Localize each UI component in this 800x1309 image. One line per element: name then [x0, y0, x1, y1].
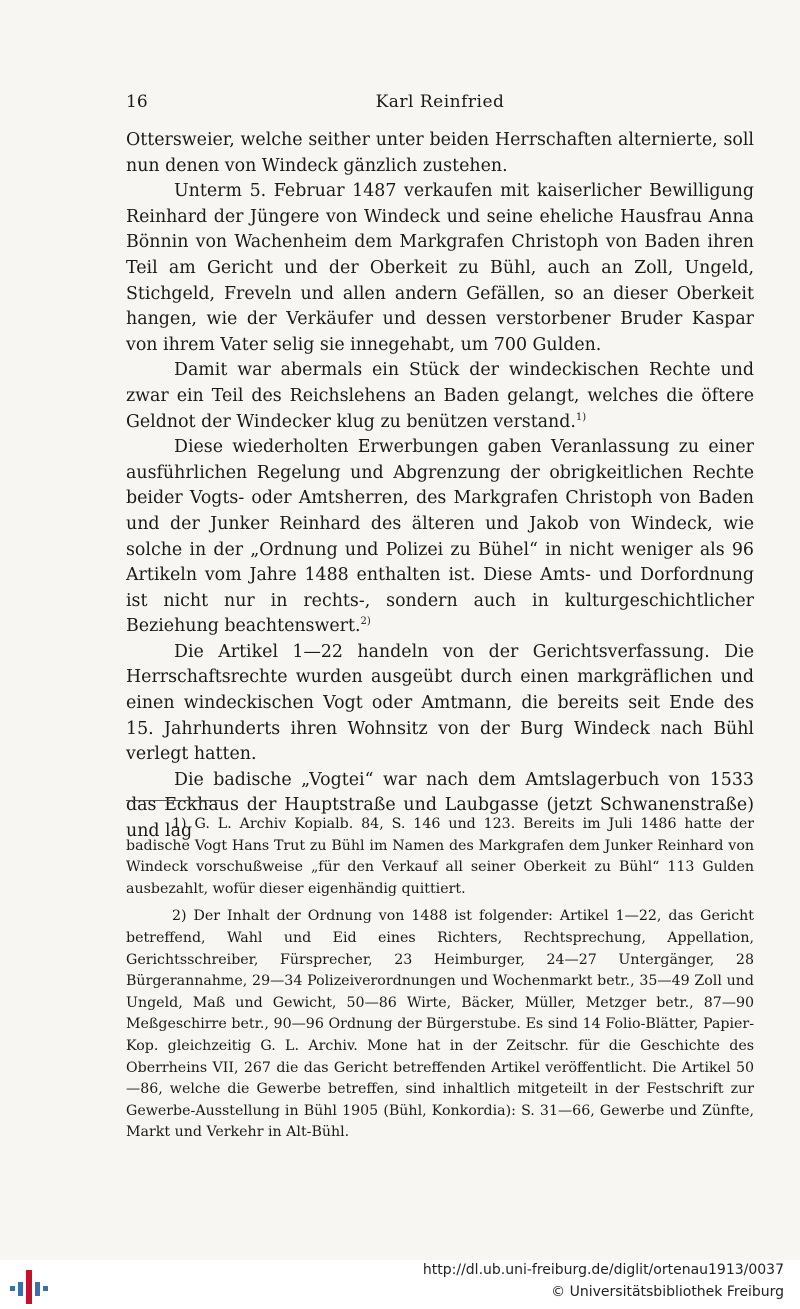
footnote-rule [126, 800, 222, 801]
footnote-ref-2[interactable]: 2) [360, 616, 371, 628]
running-title: Karl Reinfried [375, 92, 505, 112]
paragraph-2: Unterm 5. Februar 1487 verkaufen mit kaiserlicher Bewilligung Reinhard der Jüngere von Windeck und seine eheliche Hausfrau Anna Bönnin von Wachenheim dem Markgrafen Christoph von Baden ihren Teil am Gericht und der Oberkeit zu Bühl, auch an Zoll, Ungeld, Stichgeld, Freveln und allen andern Gefällen, so an dieser Oberkeit hangen, wie der Verkäufer und dessen verstorbener Bruder Kaspar von ihrem Vater selig sie innegehabt, um 700 Gulden. [126, 181, 754, 355]
source-url-link[interactable]: http://dl.ub.uni-freiburg.de/diglit/ortenau1913/0037 [422, 1262, 784, 1278]
footnote-ref-1[interactable]: 1) [575, 411, 587, 423]
paragraph-3 [126, 358, 754, 435]
paragraph-5: Die Artikel 1—22 handeln von der Gerichtsverfassung. Die Herrschaftsrechte wurden ausgeübt durch einen markgräflichen und einen windeckischen Vogt oder Amtmann, die bereits seit Ende des 15. Jahrhunderts ihren Wohnsitz von der Burg Windeck nach Bühl verlegt hatten. [126, 641, 754, 765]
ub-freiburg-logo-icon[interactable] [10, 1268, 54, 1306]
paragraph-4-text: Diese wiederholten Erwerbungen gaben Veranlassung zu einer ausführlichen Regelung und Abgrenzung der obrigkeitlichen Rechte beider Vogts- oder Amtsherren, des Markgrafen Christoph von Baden und der Junker Reinhard des älteren und Jakob von Windeck, wie solche in der „Ordnung und Polizei zu Bühel“ in nicht weniger als 96 Artikeln vom Jahre 1488 enthalten ist. Diese Amts- und Dorfordnung ist nicht nur in rechts-, sondern auch in kulturgeschichtlicher Beziehung beachtenswert. [126, 437, 754, 637]
body-text [126, 128, 754, 845]
footnote-1: 1) G. L. Archiv Kopialb. 84, S. 146 und 123. Bereits im Juli 1486 hatte der badische Vogt Hans Trut zu Bühl im Namen des Markgrafen dem Junker Reinhard von Windeck vorschußweise „für den Verkauf all seiner Oberkeit zu Bühl“ 113 Gulden ausbezahlt, wofür dieser eigenhändig quittiert. [126, 816, 754, 897]
page-header [126, 92, 754, 116]
paragraph-3-text: Damit war abermals ein Stück der windeckischen Rechte und zwar ein Teil des Reichslehens an Baden gelangt, welches die öftere Geldnot der Windecker klug zu benützen verstand. [126, 360, 754, 432]
page-number: 16 [126, 92, 148, 112]
footnotes [126, 814, 754, 1150]
footnote-2: 2) Der Inhalt der Ordnung von 1488 ist folgender: Artikel 1—22, das Gericht betreffend, Wahl und Eid eines Richters, Rechtsprechung, Appellation, Gerichtsschreiber, Fürsprecher, 23 Heimburger, 24—27 Untergänger, 28 Bürgerannahme, 29—34 Polizeiverordnungen und Wochenmarkt betr., 35—49 Zoll und Ungeld, Maß und Gewicht, 50—86 Wirte, Bäcker, Müller, Metzger betr., 87—90 Meßgeschirre betr., 90—96 Ordnung der Bürgerstube. Es sind 14 Folio-Blätter, Papier-Kop. gleichzeitig G. L. Archiv. Mone hat in der Zeitschr. für die Geschichte des Oberrheins VII, 267 die das Gericht betreffenden Artikel veröffentlicht. Die Artikel 50—86, welche die Gewerbe betreffen, sind inhaltlich mitgeteilt in der Festschrift zur Gewerbe-Ausstellung in Bühl 1905 (Bühl, Konkordia): S. 31—66, Gewerbe und Zünfte, Markt und Verkehr in Alt-Bühl. [126, 908, 754, 1141]
paragraph-6: Die badische „Vogtei“ war nach dem Amtslagerbuch von 1533 das Eckhaus der Hauptstraße und Laubgasse (jetzt Schwanenstraße) und lag [126, 769, 754, 842]
paragraph-4 [126, 435, 754, 640]
viewer-footer [0, 1260, 800, 1309]
paragraph-1: Ottersweier, welche seither unter beiden Herrschaften alternierte, soll nun denen von Windeck gänzlich zustehen. [126, 130, 754, 176]
copyright-notice: © Universitätsbibliothek Freiburg [551, 1284, 784, 1300]
